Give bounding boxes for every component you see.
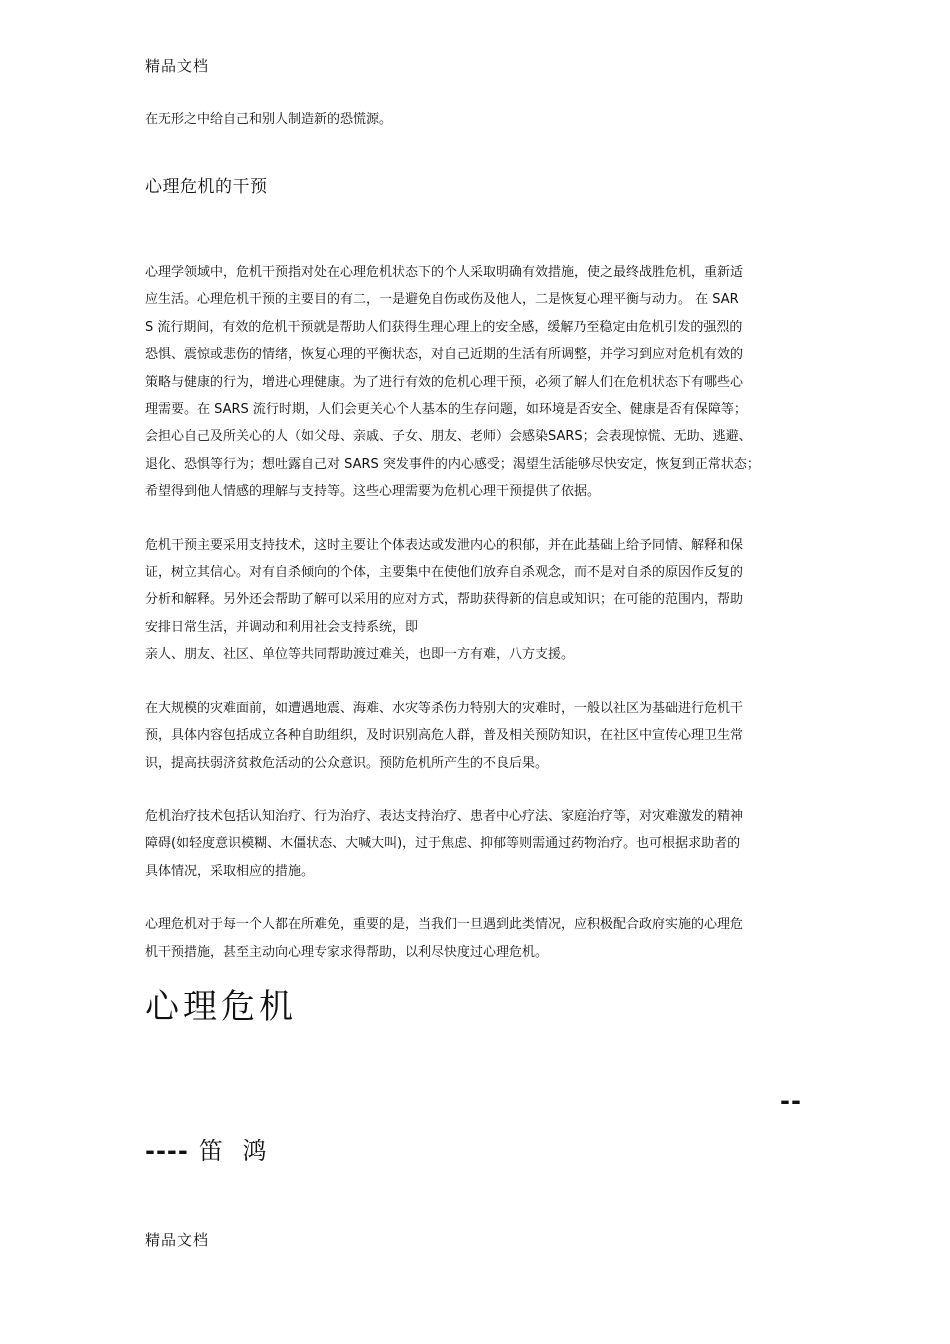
paragraph-line: 分析和解释。另外还会帮助了解可以采用的应对方式，帮助获得新的信息或知识；在可能的范围内，帮助 [145, 592, 744, 608]
paragraph-line: 在大规模的灾难面前，如遭遇地震、海难、水灾等杀伤力特别大的灾难时，一般以社区为基础进行危机干 [145, 700, 744, 716]
paragraph-line: 证，树立其信心。对有自杀倾向的个体，主要集中在使他们放弃自杀观念，而不是对自杀的原因作反复的 [145, 565, 744, 581]
document-title: 心理危机 [145, 987, 297, 1027]
paragraph-line: 心理危机对于每一个人都在所难免，重要的是，当我们一旦遇到此类情况，应积极配合政府实施的心理危 [145, 917, 744, 933]
page-header-label: 精品文档 [145, 57, 210, 75]
paragraph-3 [145, 695, 807, 777]
paragraph-2 [145, 532, 807, 669]
paragraph-line: 识，提高扶弱济贫救危活动的公众意识。预防危机所产生的不良后果。 [145, 755, 549, 771]
paragraph-line: S 流行期间，有效的危机干预就是帮助人们获得生理心理上的安全感，缓解乃至稳定由危机引发的强烈的 [145, 319, 743, 335]
trailing-dashes: -- [780, 1087, 802, 1115]
author-dashes: ---- [145, 1137, 189, 1165]
paragraph-line: 理需要。在 SARS 流行时期，人们会更关心个人基本的生存问题，如环境是否安全、健康是否有保障等； [145, 402, 747, 418]
paragraph-line: 亲人、朋友、社区、单位等共同帮助渡过难关，也即一方有难，八方支援。 [145, 647, 575, 663]
paragraph-line: 危机治疗技术包括认知治疗、行为治疗、表达支持治疗、患者中心疗法、家庭治疗等，对灾难激发的精神 [145, 808, 744, 824]
paragraph-line: 恐惧、震惊或悲伤的情绪，恢复心理的平衡状态，对自己近期的生活有所调整，并学习到应对危机有效的 [145, 347, 744, 363]
paragraph-4 [145, 803, 807, 885]
paragraph-line: 退化、恐惧等行为；想吐露自己对 SARS 突发事件的内心感受；渴望生活能够尽快安定，恢复到正常状态； [145, 456, 760, 472]
paragraph-line: 具体情况，采取相应的措施。 [145, 863, 315, 879]
paragraph-line: 安排日常生活，并调动和利用社会支持系统，即 [145, 619, 419, 635]
intro-line: 在无形之中给自己和别人制造新的恐慌源。 [145, 112, 393, 127]
author-name: 笛 鸿 [198, 1137, 273, 1165]
paragraph-line: 危机干预主要采用支持技术，这时主要让个体表达或发泄内心的积郁，并在此基础上给予同情、解释和保 [145, 537, 744, 553]
paragraph-line: 策略与健康的行为，增进心理健康。为了进行有效的危机心理干预，必须了解人们在危机状态下有哪些心 [145, 374, 744, 390]
document-body [145, 110, 807, 966]
page-footer-label: 精品文档 [145, 1231, 210, 1249]
paragraph-line: 希望得到他人情感的理解与支持等。这些心理需要为危机心理干预提供了依据。 [145, 484, 601, 500]
paragraph-line: 会担心自己及所关心的人（如父母、亲戚、子女、朋友、老师）会感染SARS；会表现惊慌、无助、逃避、 [145, 429, 752, 445]
author-line [145, 1133, 272, 1169]
paragraph-line: 应生活。心理危机干预的主要目的有二，一是避免自伤或伤及他人，二是恢复心理平衡与动力。 在 SAR [145, 292, 739, 308]
paragraph-line: 机干预措施，甚至主动向心理专家求得帮助，以利尽快度过心理危机。 [145, 944, 549, 960]
paragraph-line: 心理学领域中，危机干预指对处在心理危机状态下的个人采取明确有效措施，使之最终战胜危机，重新适 [145, 265, 744, 280]
paragraph-line: 预，具体内容包括成立各种自助组织，及时识别高危人群，普及相关预防知识，在社区中宣传心理卫生常 [145, 728, 744, 744]
section-heading: 心理危机的干预 [145, 177, 268, 197]
paragraph-line: 障碍(如轻度意识模糊、木僵状态、大喊大叫)，过于焦虑、抑郁等则需通过药物治疗。也可根据求助者的 [145, 836, 741, 852]
paragraph-1 [145, 259, 807, 506]
paragraph-5 [145, 911, 807, 966]
